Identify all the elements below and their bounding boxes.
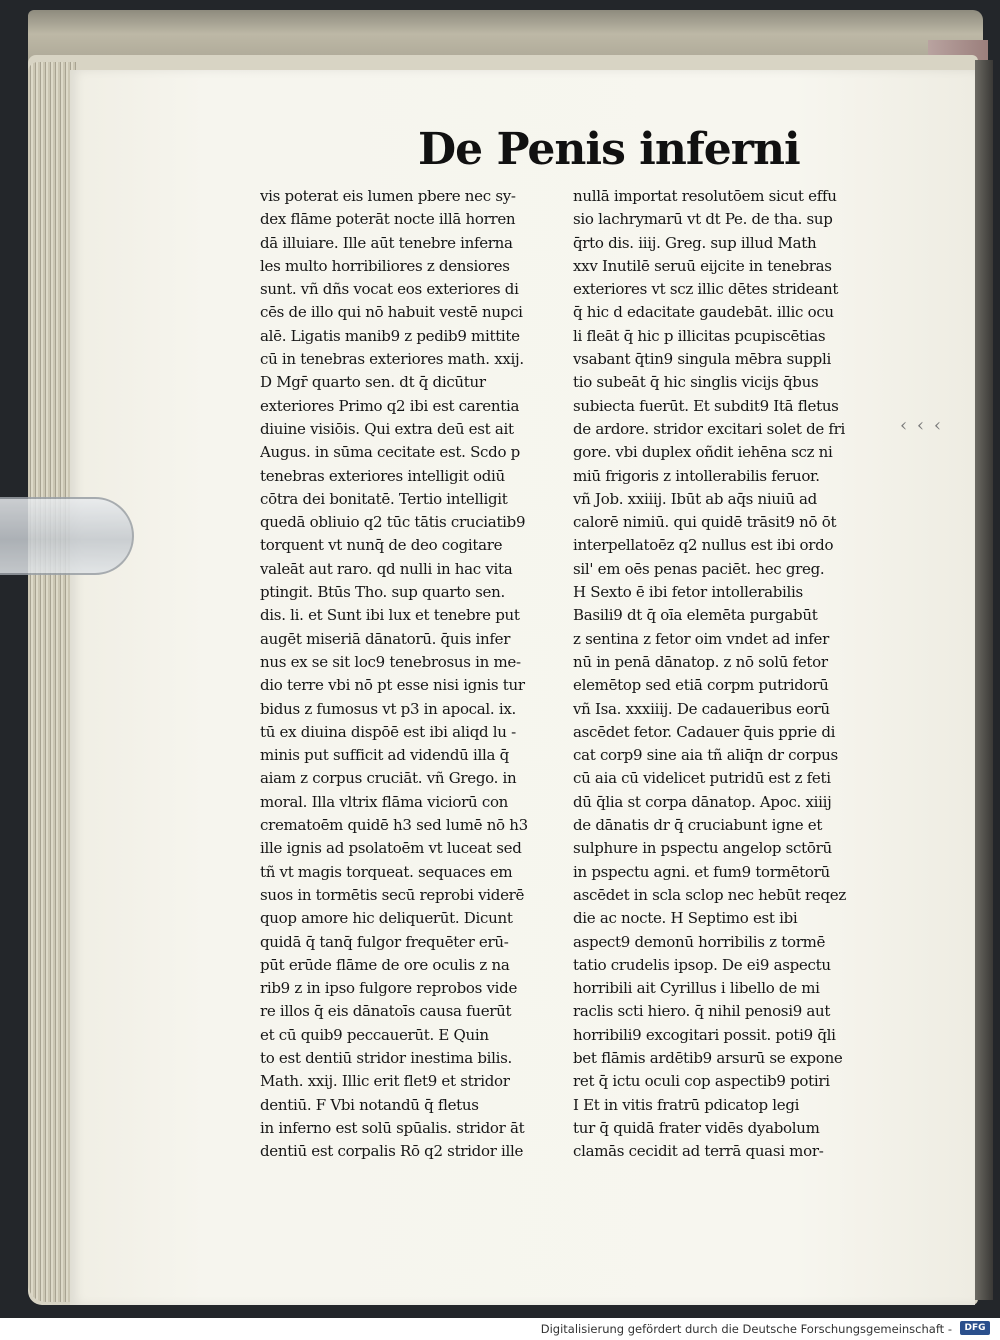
text-line: vsabant q̄tin9 singula mēbra suppli (573, 350, 831, 369)
text-line: clamās cecidit ad terrā quasi mor- (573, 1142, 824, 1161)
footer-credit: Digitalisierung gefördert durch die Deutsche Forschungsgemeinschaft - (540, 1322, 952, 1336)
page-stack-edges (28, 62, 76, 1302)
text-line: quidā q̄ tanq̄ fulgor frequēter erū- (260, 932, 509, 951)
text-line: cat corp9 sine aia tñ aliq̄n dr corpus (573, 746, 838, 765)
text-line: sulphure in pspectu angelop sctōrū (573, 839, 832, 858)
text-line: interpellatoēz q2 nullus est ibi ordo (573, 536, 834, 555)
text-line: exteriores vt scz illic dētes strideant (573, 280, 839, 299)
text-line: tenebras exteriores intelligit odiū (260, 466, 505, 485)
text-line: quedā obliuio q2 tūc tātis cruciatib9 (260, 513, 526, 532)
text-line: q̄ hic d edacitate gaudebāt. illic ocu (573, 303, 834, 322)
paper-clip (0, 497, 134, 575)
text-line: cū in tenebras exteriores math. xxij. (260, 350, 524, 369)
text-line: nus ex se sit loc9 tenebrosus in me- (260, 652, 521, 671)
text-column-left (260, 185, 585, 1163)
text-line: ret q̄ ictu oculi cop aspectib9 potiri (573, 1072, 830, 1091)
text-line: tatio crudelis ipsop. De ei9 aspectu (573, 955, 831, 974)
text-line: gore. vbi duplex oñdit iehēna scz ni (573, 443, 833, 462)
text-line: dentiū. F Vbi notandū q̄ fletus (260, 1095, 479, 1114)
text-line: cōtra dei bonitatē. Tertio intelligit (260, 489, 508, 508)
text-line: Math. xxij. Illic erit flet9 et stridor (260, 1072, 510, 1091)
text-line: aiam z corpus cruciāt. vñ Grego. in (260, 769, 517, 788)
text-line: miū frigoris z intollerabilis feruor. (573, 466, 820, 485)
text-line: li fleāt q̄ hic p illicitas pcupiscētias (573, 326, 826, 345)
book-spine (975, 60, 993, 1300)
text-line: pūt erūde flāme de ore oculis z na (260, 955, 510, 974)
text-line: horribili9 excogitari possit. poti9 q̄li (573, 1025, 836, 1044)
text-line: bet flāmis ardētib9 arsurū se expone (573, 1048, 843, 1067)
text-line: bidus z fumosus vt p3 in apocal. ix. (260, 699, 516, 718)
text-line: ascēdet in scla sclop nec hebūt reqez (573, 885, 846, 904)
text-line: vñ Isa. xxxiiij. De cadaueribus eorū (573, 699, 830, 718)
text-line: xxv Inutilē seruū eijcite in tenebras (573, 256, 832, 275)
text-line: tio subeāt q̄ hic singlis vicijs q̄bus (573, 373, 819, 392)
text-line: in pspectu agni. et fum9 tormētorū (573, 862, 830, 881)
text-line: sio lachrymarū vt dt Pe. de tha. sup (573, 210, 833, 229)
text-line: exteriores Primo q2 ibi est carentia (260, 396, 520, 415)
text-line: raclis scti hiero. q̄ nihil penosi9 aut (573, 1002, 831, 1021)
text-line: torquent vt nunq̄ de deo cogitare (260, 536, 503, 555)
marginal-mark: ‹ ‹ ‹ (900, 415, 944, 436)
text-line: dā illuiare. Ille aūt tenebre inferna (260, 233, 513, 252)
text-line: nullā importat resolutōem sicut effu (573, 187, 837, 205)
text-line: crematoēm quidē h3 sed lumē nō h3 (260, 816, 528, 835)
text-line: horribili ait Cyrillus i libello de mi (573, 979, 820, 998)
text-line: dū q̄lia st corpa dānatop. Apoc. xiiij (573, 792, 832, 811)
text-line: calorē nimiū. qui quidē trāsit9 nō ōt (573, 513, 837, 532)
text-line: diuine visiōis. Qui extra deū est ait (260, 419, 514, 438)
text-line: dio terre vbi nō pt esse nisi ignis tur (260, 676, 525, 695)
page-heading: De Penis inferni (418, 124, 800, 175)
text-line: aspect9 demonū horribilis z tormē (573, 932, 826, 951)
text-line: elemētop sed etiā corpm putridorū (573, 676, 829, 695)
text-line: re illos q̄ eis dānatoīs causa fuerūt (260, 1002, 512, 1021)
text-line: dentiū est corpalis Rō q2 stridor ille (260, 1142, 524, 1161)
text-line: I Et in vitis fratrū pdicatop legi (573, 1095, 800, 1114)
text-line: valeāt aut raro. qd nulli in hac vita (260, 559, 513, 578)
text-line: suos in tormētis secū reprobi viderē (260, 885, 525, 904)
text-line: tū ex diuina dispōē est ibi aliqd lu - (260, 722, 516, 741)
text-line: cū aia cū videlicet putridū est z feti (573, 769, 831, 788)
text-line: tñ vt magis torqueat. sequaces em (260, 862, 513, 881)
text-column-right (573, 185, 878, 1163)
text-line: sil' em oēs penas paciēt. hec greg. (573, 559, 825, 578)
text-line: vis poterat eis lumen pbere nec sy- (260, 187, 516, 205)
text-line: Basili9 dt q̄ oīa elemēta purgabūt (573, 606, 818, 625)
text-line: to est dentiū stridor inestima bilis. (260, 1048, 513, 1067)
dfg-logo: DFG (960, 1321, 990, 1335)
text-line: ascēdet fetor. Cadauer q̄uis pprie di (573, 722, 836, 741)
text-line: quop amore hic deliquerūt. Dicunt (260, 909, 513, 928)
text-line: H Sexto ē ibi fetor intollerabilis (573, 583, 803, 602)
text-line: ille ignis ad psolatoēm vt luceat sed (260, 839, 522, 858)
text-line: alē. Ligatis manib9 z pedib9 mittite (260, 326, 520, 345)
text-line: subiecta fuerūt. Et subdit9 Itā fletus (573, 396, 839, 415)
text-line: dex flāme poterāt nocte illā horren (260, 210, 516, 229)
text-line: Augus. in sūma cecitate est. Scdo p (260, 443, 520, 462)
text-line: D Mgr̄ quarto sen. dt q̄ dicūtur (260, 373, 486, 392)
text-line: q̄rto dis. iiij. Greg. sup illud Math (573, 233, 817, 252)
text-line: z sentina z fetor oim vndet ad infer (573, 629, 829, 648)
text-line: ptingit. Btūs Tho. sup quarto sen. (260, 583, 505, 602)
text-line: sunt. vñ dñs vocat eos exteriores di (260, 280, 519, 299)
text-line: de dānatis dr q̄ cruciabunt igne et (573, 816, 823, 835)
text-line: die ac nocte. H Septimo est ibi (573, 909, 798, 928)
text-line: rib9 z in ipso fulgore reprobos vide (260, 979, 518, 998)
text-line: augēt miseriā dānatorū. q̄uis infer (260, 629, 511, 648)
text-line: moral. Illa vltrix flāma viciorū con (260, 792, 509, 811)
text-line: dis. li. et Sunt ibi lux et tenebre put (260, 606, 520, 625)
text-line: in inferno est solū spūalis. stridor āt (260, 1118, 525, 1137)
text-line: cēs de illo qui nō habuit vestē nupci (260, 303, 523, 322)
text-line: vñ Job. xxiiij. Ibūt ab aq̄s niuiū ad (573, 489, 817, 508)
text-line: minis put sufficit ad videndū illa q̄ (260, 746, 509, 765)
text-line: les multo horribiliores z densiores (260, 256, 510, 275)
text-line: de ardore. stridor excitari solet de fri (573, 419, 846, 438)
text-line: nū in penā dānatop. z nō solū fetor (573, 652, 828, 671)
text-line: tur q̄ quidā frater vidēs dyabolum (573, 1118, 820, 1137)
text-line: et cū quib9 peccauerūt. E Quin (260, 1025, 489, 1044)
